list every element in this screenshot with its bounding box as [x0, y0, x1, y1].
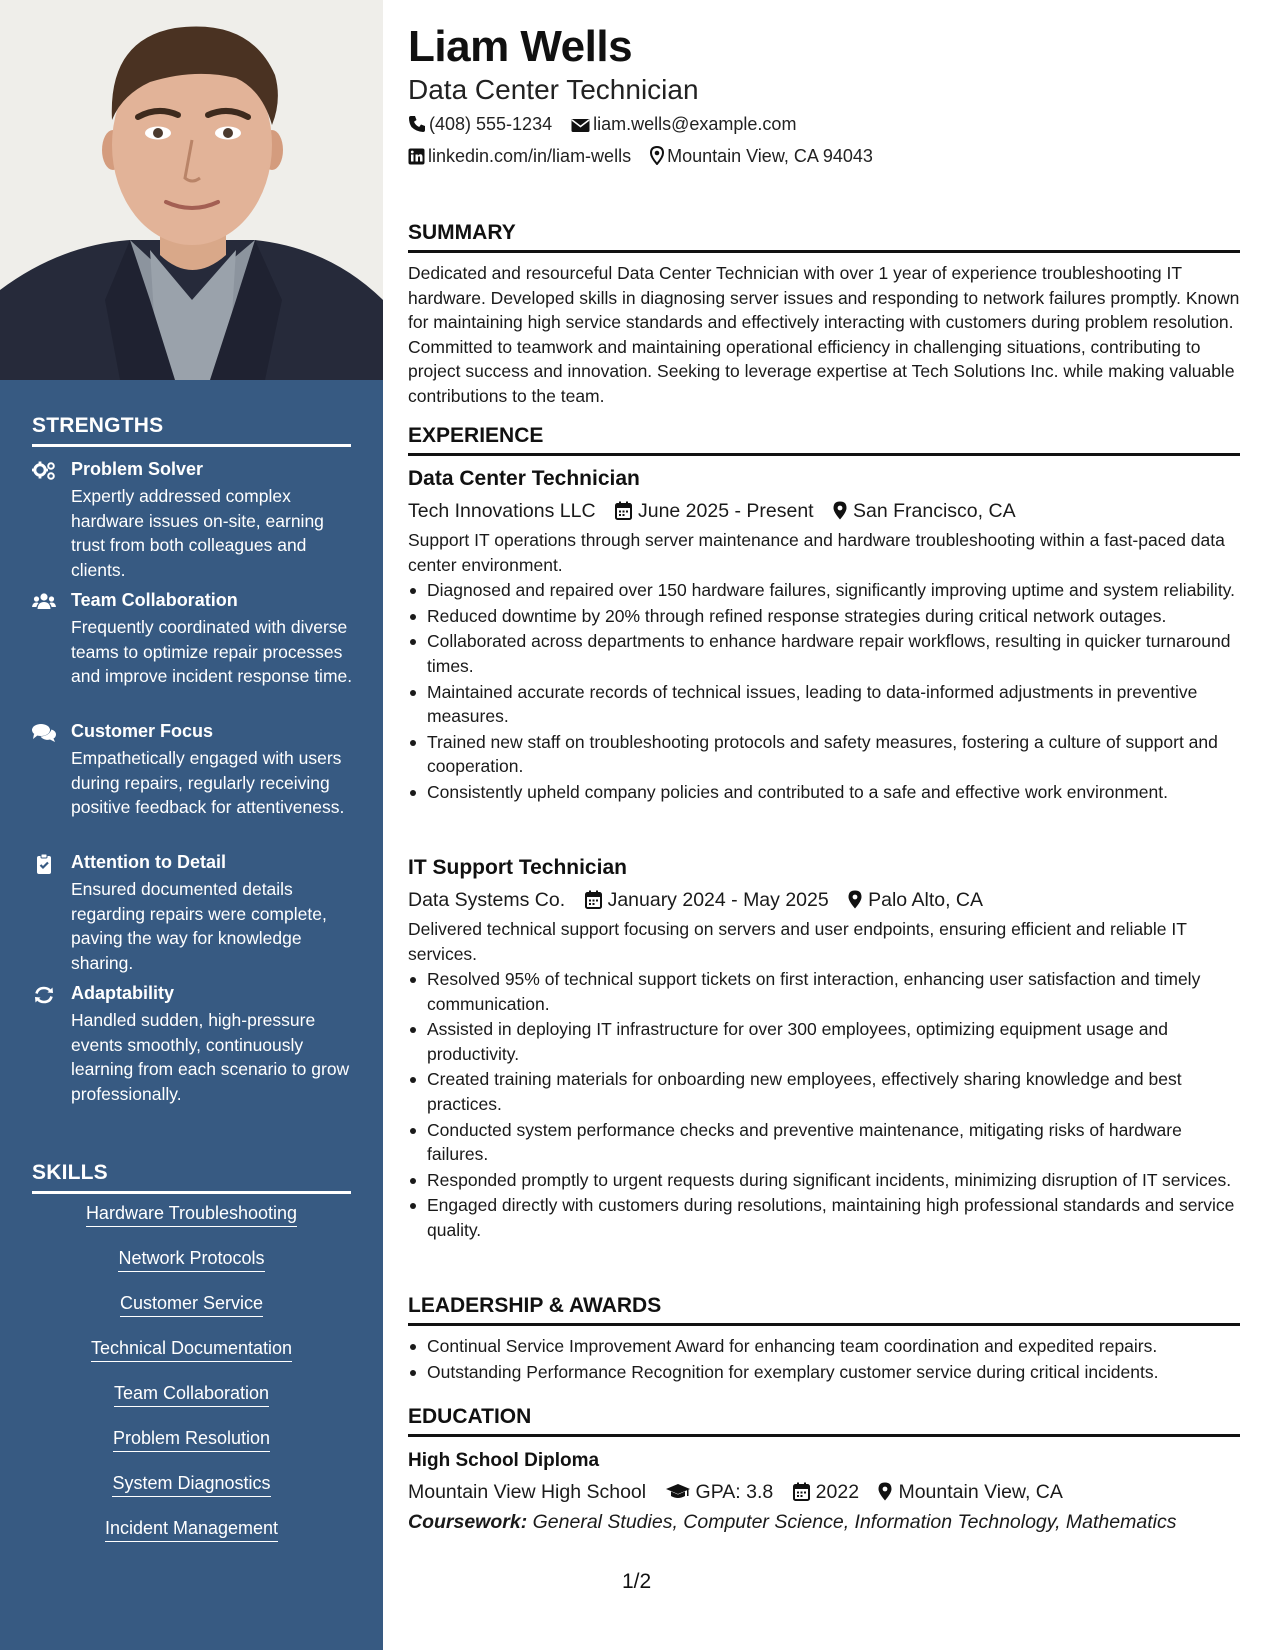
job-description: Support IT operations through server maintenance and hardware troubleshooting within a fast-paced data center environment.: [408, 530, 1225, 575]
education-entry: [408, 1447, 1240, 1537]
skill-item: Team Collaboration: [32, 1382, 351, 1427]
contact-row: [408, 113, 810, 137]
award-item: Outstanding Performance Recognition for exemplary customer service during critical incidents.: [408, 1360, 1240, 1385]
job-meta: [408, 494, 1240, 526]
contact-row: [408, 145, 887, 169]
strength-item: [32, 983, 352, 1103]
strength-title: Attention to Detail: [71, 852, 226, 872]
candidate-name: Liam Wells: [408, 22, 633, 71]
job-location: San Francisco, CA: [833, 495, 1016, 527]
contact-phone[interactable]: (408) 555-1234: [408, 114, 552, 135]
coursework-text: General Studies, Computer Science, Information Technology, Mathematics: [532, 1511, 1177, 1533]
job-bullet: Conducted system performance checks and preventive maintenance, mitigating risks of hardware failures.: [408, 1118, 1240, 1167]
skill-item: Customer Service: [32, 1292, 351, 1337]
graduation-cap-icon: [666, 1483, 690, 1501]
sidebar: [0, 0, 383, 1650]
job-bullets: [408, 578, 1240, 804]
phone-icon: [408, 115, 426, 133]
map-pin-icon: [848, 890, 862, 909]
education-meta: [408, 1475, 1240, 1507]
education-school: Mountain View High School: [408, 1480, 647, 1503]
education-location: Mountain View, CA: [878, 1476, 1062, 1508]
skill-item: Technical Documentation: [32, 1337, 351, 1382]
job-bullet: Maintained accurate records of technical issues, leading to data-informed adjustments in preventive measures.: [408, 680, 1240, 729]
awards-list: [408, 1334, 1240, 1385]
job-bullet: Reduced downtime by 20% through refined response strategies during critical network outages.: [408, 604, 1240, 629]
strength-title: Customer Focus: [71, 721, 214, 741]
calendar-icon: [793, 1482, 810, 1501]
profile-photo-illustration: [0, 0, 383, 380]
job-title: IT Support Technician: [408, 856, 627, 879]
job-description: Delivered technical support focusing on servers and user endpoints, ensuring efficient and reliable IT services.: [408, 919, 1187, 964]
skill-item: Hardware Troubleshooting: [32, 1202, 351, 1247]
profile-photo: [0, 0, 383, 380]
users-icon: [32, 592, 56, 612]
skill-item: Incident Management: [32, 1517, 351, 1562]
job-dates: January 2024 - May 2025: [585, 884, 829, 916]
job-bullet: Engaged directly with customers during resolutions, maintaining high professional standards and service quality.: [408, 1193, 1240, 1242]
job-bullet: Diagnosed and repaired over 150 hardware failures, significantly improving uptime and system reliability.: [408, 578, 1240, 603]
linkedin-icon: [408, 148, 425, 165]
summary-heading: SUMMARY: [408, 221, 1240, 253]
leadership-heading: LEADERSHIP & AWARDS: [408, 1294, 1240, 1326]
job-entry: [408, 853, 1240, 1244]
education-heading: EDUCATION: [408, 1405, 1240, 1437]
job-company: Tech Innovations LLC: [408, 499, 596, 522]
envelope-icon: [571, 118, 590, 133]
job-location: Palo Alto, CA: [848, 884, 983, 916]
clipboard-check-icon: [32, 854, 56, 874]
candidate-title: Data Center Technician: [408, 74, 699, 105]
strength-description: Expertly addressed complex hardware issues on-site, earning trust from both colleagues and clients.: [71, 486, 324, 580]
strength-description: Frequently coordinated with diverse teams to optimize repair processes and improve incident response time.: [71, 617, 353, 686]
job-bullet: Assisted in deploying IT infrastructure for over 300 employees, optimizing equipment usage and productivity.: [408, 1017, 1240, 1066]
job-company: Data Systems Co.: [408, 888, 566, 911]
contact-location: Mountain View, CA 94043: [650, 146, 873, 167]
job-bullet: Responded promptly to urgent requests during significant incidents, minimizing disruption of IT services.: [408, 1168, 1240, 1193]
strength-title: Adaptability: [71, 983, 175, 1003]
job-bullet: Created training materials for onboarding new employees, effectively sharing knowledge and best practices.: [408, 1067, 1240, 1116]
job-dates: June 2025 - Present: [615, 495, 814, 527]
skill-item: Problem Resolution: [32, 1427, 351, 1472]
education-degree: High School Diploma: [408, 1450, 600, 1471]
sidebar-panel: [0, 380, 383, 1650]
skills-heading: SKILLS: [32, 1161, 351, 1194]
job-entry: [408, 464, 1240, 806]
strength-description: Handled sudden, high-pressure events smoothly, continuously learning from each scenario to grow professionally.: [71, 1010, 350, 1104]
skills-list: [32, 1202, 351, 1562]
calendar-icon: [585, 890, 602, 909]
calendar-icon: [615, 501, 632, 520]
strength-title: Team Collaboration: [71, 590, 238, 610]
map-pin-icon: [878, 1482, 892, 1501]
page-number: 1/2: [622, 1570, 652, 1593]
job-meta: [408, 883, 1240, 915]
strength-item: [32, 590, 352, 710]
gears-icon: [32, 461, 56, 481]
job-bullets: [408, 967, 1240, 1242]
job-bullet: Resolved 95% of technical support tickets on first interaction, enhancing user satisfaction and timely communication.: [408, 967, 1240, 1016]
education-year: 2022: [793, 1476, 859, 1508]
strength-description: Ensured documented details regarding repairs were complete, paving the way for knowledge sharing.: [71, 879, 327, 973]
strength-title: Problem Solver: [71, 459, 204, 479]
experience-heading: EXPERIENCE: [408, 424, 1240, 456]
comments-icon: [32, 723, 56, 743]
job-bullet: Collaborated across departments to enhance hardware repair workflows, resulting in quicker turnaround times.: [408, 629, 1240, 678]
map-pin-icon: [650, 146, 664, 165]
sync-icon: [32, 985, 56, 1005]
map-pin-icon: [833, 501, 847, 520]
job-bullet: Consistently upheld company policies and contributed to a safe and effective work environment.: [408, 780, 1240, 805]
education-coursework: [408, 1507, 1240, 1537]
skill-item: System Diagnostics: [32, 1472, 351, 1517]
strength-item: [32, 852, 352, 972]
contact-linkedin[interactable]: linkedin.com/in/liam-wells: [408, 146, 631, 167]
strength-description: Empathetically engaged with users during repairs, regularly receiving positive feedback for attentiveness.: [71, 748, 345, 817]
summary-text: Dedicated and resourceful Data Center Technician with over 1 year of experience troubleshooting IT hardware. Developed skills in diagnosing server issues and responding to network failures promptly. Known for maintaining high service standards and effectively interacting with customers during problem resolution. Committed to teamwork and maintaining operational efficiency in challenging situations, contributing to project success and innovation. Seeking to leverage expertise at Tech Solutions Inc. while making valuable contributions to the team.: [408, 263, 1240, 406]
skill-item: Network Protocols: [32, 1247, 351, 1292]
contact-email[interactable]: liam.wells@example.com: [571, 114, 796, 135]
award-item: Continual Service Improvement Award for enhancing team coordination and expedited repairs.: [408, 1334, 1240, 1359]
coursework-label: Coursework:: [408, 1511, 528, 1533]
strengths-heading: STRENGTHS: [32, 414, 351, 447]
job-bullet: Trained new staff on troubleshooting protocols and safety measures, fostering a culture of support and cooperation.: [408, 730, 1240, 779]
job-title: Data Center Technician: [408, 467, 640, 490]
education-gpa: GPA: 3.8: [666, 1476, 774, 1508]
strength-item: [32, 459, 352, 579]
strength-item: [32, 721, 352, 841]
